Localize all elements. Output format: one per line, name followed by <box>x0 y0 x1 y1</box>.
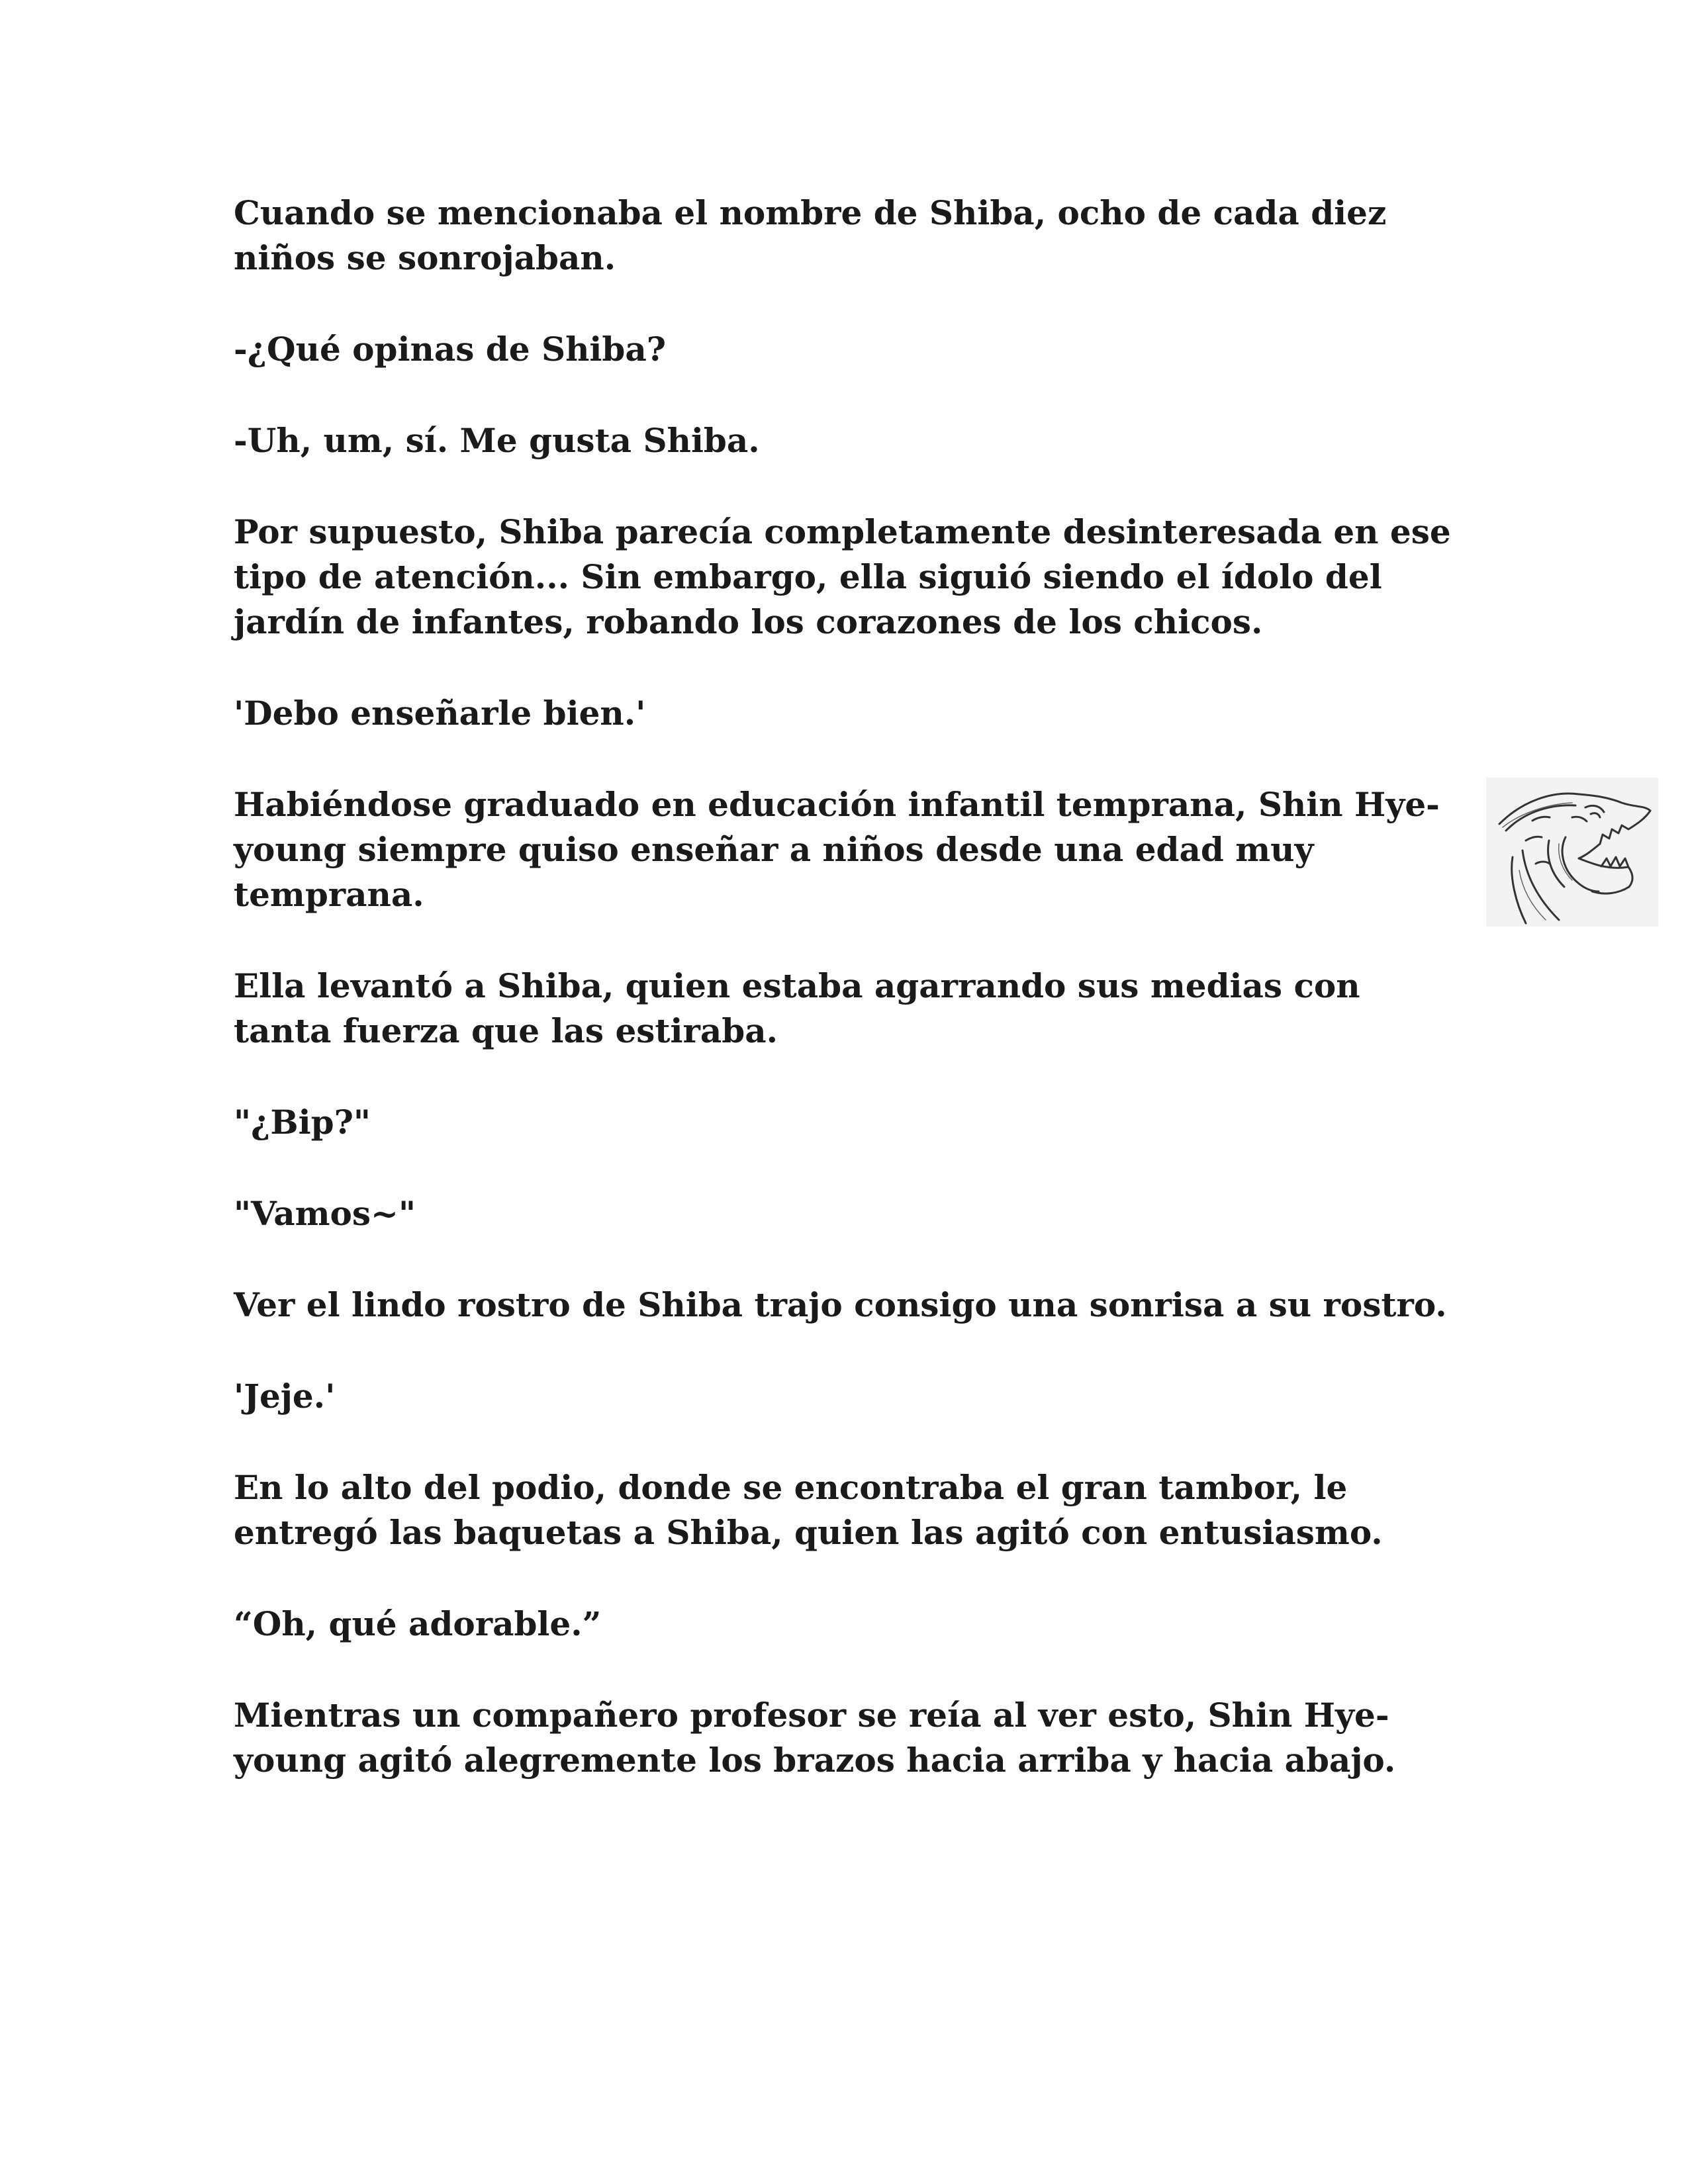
paragraph: Habiéndose graduado en educación infantil temprana, Shin Hye-young siempre quiso enseñar a niños desde una edad muy temprana. <box>234 785 1440 914</box>
dinosaur-head-sketch-icon <box>1486 778 1658 927</box>
document-body <box>234 191 1458 1829</box>
paragraph: "¿Bip?" <box>234 1103 371 1142</box>
paragraph: Mientras un compañero profesor se reía al ver esto, Shin Hye-young agitó alegremente los brazos hacia arriba y hacia abajo. <box>234 1696 1396 1780</box>
paragraph: “Oh, qué adorable.” <box>234 1604 602 1643</box>
paragraph: Por supuesto, Shiba parecía completamente desinteresada en ese tipo de atención... Sin embargo, ella siguió siendo el ídolo del jardín de infantes, robando los corazones de los chicos. <box>234 512 1451 641</box>
paragraph: "Vamos~" <box>234 1194 416 1233</box>
paragraph: -¿Qué opinas de Shiba? <box>234 330 667 369</box>
paragraph: -Uh, um, sí. Me gusta Shiba. <box>234 421 760 460</box>
paragraph: Ver el lindo rostro de Shiba trajo consigo una sonrisa a su rostro. <box>234 1285 1447 1324</box>
paragraph: Cuando se mencionaba el nombre de Shiba, ocho de cada diez niños se sonrojaban. <box>234 193 1387 277</box>
paragraph: En lo alto del podio, donde se encontraba el gran tambor, le entregó las baquetas a Shiba, quien las agitó con entusiasmo. <box>234 1468 1383 1552</box>
paragraph: Ella levantó a Shiba, quien estaba agarrando sus medias con tanta fuerza que las estiraba. <box>234 966 1360 1050</box>
paragraph: 'Debo enseñarle bien.' <box>234 694 646 733</box>
paragraph: 'Jeje.' <box>234 1377 336 1416</box>
